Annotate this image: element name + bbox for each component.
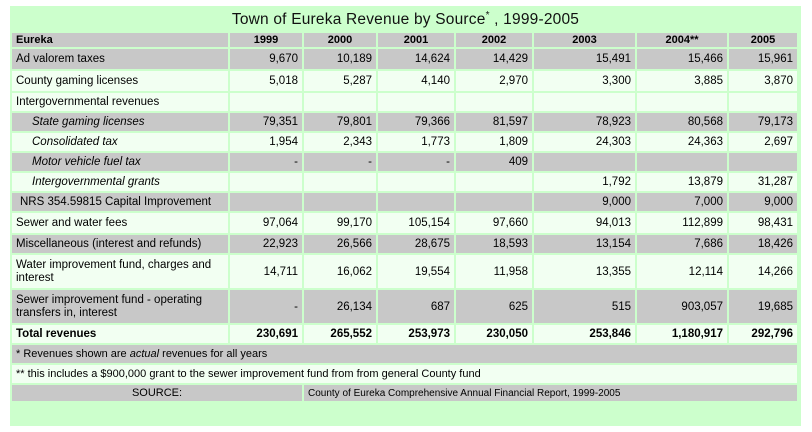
value-cell: 15,491: [534, 49, 637, 71]
value-cell: [304, 193, 378, 213]
value-cell: [456, 173, 534, 193]
value-cell: 97,660: [456, 213, 534, 235]
value-cell: 98,431: [729, 213, 799, 235]
value-cell: 2,343: [304, 133, 378, 153]
table-row: [12, 49, 799, 71]
table-row: [12, 113, 799, 133]
footnote-emphasis: actual: [129, 348, 160, 360]
value-cell: 625: [456, 290, 534, 325]
value-cell: 9,000: [729, 193, 799, 213]
value-cell: 7,686: [637, 235, 729, 255]
value-cell: [304, 173, 378, 193]
table-row: [12, 255, 799, 290]
total-value: 253,846: [534, 325, 637, 345]
value-cell: [230, 173, 304, 193]
header-row: [12, 33, 799, 49]
value-cell: 3,885: [637, 71, 729, 93]
value-cell: 10,189: [304, 49, 378, 71]
value-cell: [729, 93, 799, 113]
title-footnote-mark: *: [485, 10, 490, 21]
table-row: [12, 213, 799, 235]
value-cell: 79,366: [378, 113, 456, 133]
row-label: Sewer and water fees: [12, 213, 230, 235]
footnote-grant: ** this includes a $900,000 grant to the sewer improvement fund from from general County fund: [12, 365, 799, 385]
value-cell: 687: [378, 290, 456, 325]
value-cell: 1,809: [456, 133, 534, 153]
value-cell: [456, 193, 534, 213]
value-cell: -: [304, 153, 378, 173]
value-cell: [456, 93, 534, 113]
value-cell: 5,287: [304, 71, 378, 93]
value-cell: 1,773: [378, 133, 456, 153]
value-cell: 79,801: [304, 113, 378, 133]
header-cell: 2004**: [637, 33, 729, 49]
table-row: [12, 133, 799, 153]
row-label: Intergovernmental revenues: [12, 93, 230, 113]
value-cell: 26,566: [304, 235, 378, 255]
value-cell: [378, 193, 456, 213]
value-cell: [378, 173, 456, 193]
value-cell: -: [378, 153, 456, 173]
value-cell: 7,000: [637, 193, 729, 213]
value-cell: 14,429: [456, 49, 534, 71]
source-row: [12, 385, 799, 403]
table-row: [12, 290, 799, 325]
revenue-table: [12, 33, 799, 403]
value-cell: 1,792: [534, 173, 637, 193]
total-value: 1,180,917: [637, 325, 729, 345]
row-label: Water improvement fund, charges and interest: [12, 255, 230, 290]
value-cell: 79,351: [230, 113, 304, 133]
value-cell: 14,624: [378, 49, 456, 71]
value-cell: [230, 93, 304, 113]
value-cell: 31,287: [729, 173, 799, 193]
value-cell: 14,711: [230, 255, 304, 290]
footnote-row: [12, 345, 799, 365]
value-cell: 2,970: [456, 71, 534, 93]
row-label: Miscellaneous (interest and refunds): [12, 235, 230, 255]
value-cell: [729, 153, 799, 173]
value-cell: [534, 153, 637, 173]
value-cell: 19,554: [378, 255, 456, 290]
value-cell: 5,018: [230, 71, 304, 93]
footnote-text: revenues for all years: [159, 348, 268, 360]
value-cell: 12,114: [637, 255, 729, 290]
header-cell: 2003: [534, 33, 637, 49]
row-label: State gaming licenses: [12, 113, 230, 133]
table-row: [12, 173, 799, 193]
value-cell: 19,685: [729, 290, 799, 325]
revenue-table-panel: [10, 6, 801, 426]
value-cell: 18,593: [456, 235, 534, 255]
value-cell: 26,134: [304, 290, 378, 325]
value-cell: 15,466: [637, 49, 729, 71]
value-cell: 99,170: [304, 213, 378, 235]
value-cell: [534, 93, 637, 113]
footnote-row: [12, 365, 799, 385]
value-cell: 105,154: [378, 213, 456, 235]
value-cell: 3,870: [729, 71, 799, 93]
value-cell: 16,062: [304, 255, 378, 290]
header-cell: 2005: [729, 33, 799, 49]
value-cell: 15,961: [729, 49, 799, 71]
value-cell: [637, 153, 729, 173]
table-row: [12, 71, 799, 93]
value-cell: [304, 93, 378, 113]
value-cell: 903,057: [637, 290, 729, 325]
value-cell: [637, 93, 729, 113]
value-cell: 2,697: [729, 133, 799, 153]
total-value: 265,552: [304, 325, 378, 345]
row-label: NRS 354.59815 Capital Improvement: [12, 193, 230, 213]
value-cell: 409: [456, 153, 534, 173]
value-cell: 9,670: [230, 49, 304, 71]
value-cell: -: [230, 153, 304, 173]
row-label: Sewer improvement fund - operating transfers in, interest: [12, 290, 230, 325]
row-label: Intergovernmental grants: [12, 173, 230, 193]
value-cell: 11,958: [456, 255, 534, 290]
footnote-actual: [12, 345, 799, 365]
total-value: 230,691: [230, 325, 304, 345]
table-row: [12, 235, 799, 255]
value-cell: -: [230, 290, 304, 325]
source-label: SOURCE:: [12, 385, 304, 403]
row-label: Motor vehicle fuel tax: [12, 153, 230, 173]
value-cell: [230, 193, 304, 213]
value-cell: 515: [534, 290, 637, 325]
value-cell: 79,173: [729, 113, 799, 133]
value-cell: 24,303: [534, 133, 637, 153]
value-cell: 1,954: [230, 133, 304, 153]
value-cell: 13,879: [637, 173, 729, 193]
total-row: [12, 325, 799, 345]
value-cell: [378, 93, 456, 113]
value-cell: 97,064: [230, 213, 304, 235]
value-cell: 9,000: [534, 193, 637, 213]
row-label: County gaming licenses: [12, 71, 230, 93]
value-cell: 13,355: [534, 255, 637, 290]
table-row: [12, 93, 799, 113]
header-cell: Eureka: [12, 33, 230, 49]
value-cell: 22,923: [230, 235, 304, 255]
source-text: County of Eureka Comprehensive Annual Financial Report, 1999-2005: [304, 385, 799, 403]
value-cell: 28,675: [378, 235, 456, 255]
total-value: 230,050: [456, 325, 534, 345]
header-cell: 2001: [378, 33, 456, 49]
value-cell: 4,140: [378, 71, 456, 93]
total-value: 253,973: [378, 325, 456, 345]
title-years: , 1999-2005: [489, 11, 580, 29]
total-value: 292,796: [729, 325, 799, 345]
table-row: [12, 193, 799, 213]
table-title: [10, 10, 801, 29]
value-cell: 80,568: [637, 113, 729, 133]
header-cell: 2000: [304, 33, 378, 49]
value-cell: 14,266: [729, 255, 799, 290]
total-label: Total revenues: [12, 325, 230, 345]
row-label: Consolidated tax: [12, 133, 230, 153]
header-cell: 2002: [456, 33, 534, 49]
value-cell: 24,363: [637, 133, 729, 153]
value-cell: 112,899: [637, 213, 729, 235]
value-cell: 81,597: [456, 113, 534, 133]
title-text: Town of Eureka Revenue by Source: [231, 11, 486, 29]
value-cell: 3,300: [534, 71, 637, 93]
table-row: [12, 153, 799, 173]
footnote-text: * Revenues shown are: [16, 348, 130, 360]
header-cell: 1999: [230, 33, 304, 49]
value-cell: 94,013: [534, 213, 637, 235]
value-cell: 13,154: [534, 235, 637, 255]
value-cell: 18,426: [729, 235, 799, 255]
value-cell: 78,923: [534, 113, 637, 133]
row-label: Ad valorem taxes: [12, 49, 230, 71]
